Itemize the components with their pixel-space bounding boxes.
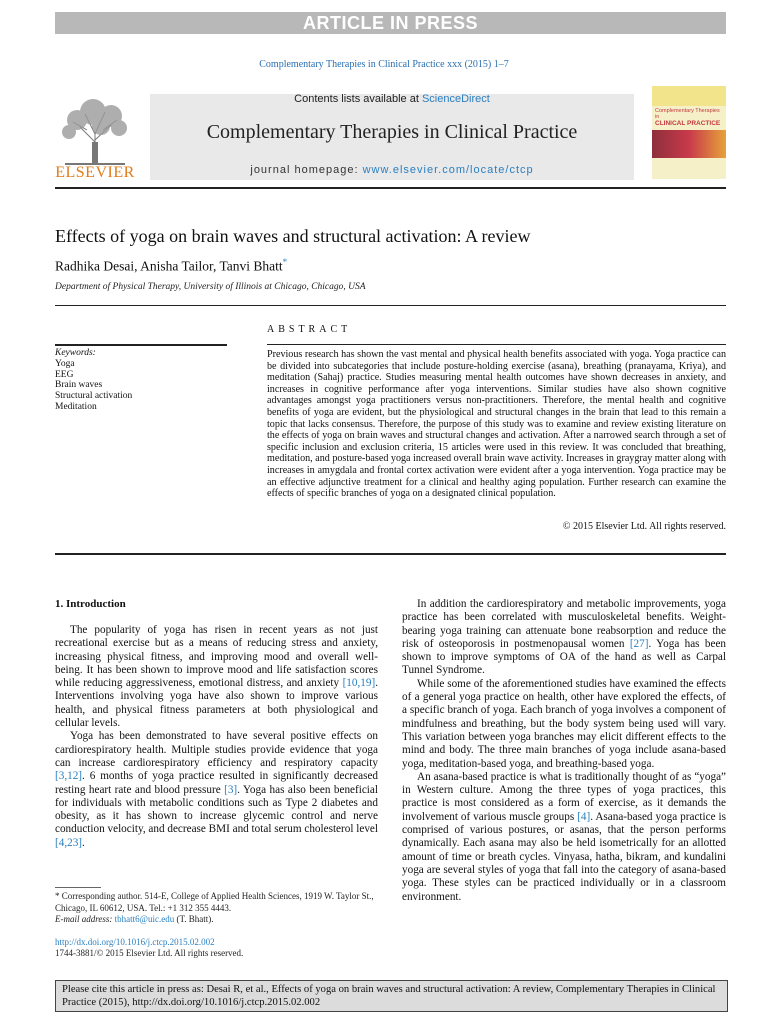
corresponding-author-mark[interactable]: *	[282, 257, 288, 267]
cover-title-big: CLINICAL PRACTICE	[655, 120, 721, 127]
abstract-heading: ABSTRACT	[267, 324, 352, 335]
paragraph: An asana-based practice is what is traditionally thought of as “yoga” in Western culture. Among the three types of yoga practices, this practice is most considered as a form of exercise, as it demands the involvement of various muscle groups [4]. Asana-based yoga practice is comprised of various postures, or asanas, that the person performs dynamically. Each asana may also be held isometrically for an allotted amount of time or breath cycles. Vinyasa, hatha, bikram, and kundalini yoga are several styles of yoga that fall into the category of asana-based yoga. These styles can be practiced individually or in a classroom environment.	[402, 770, 726, 903]
footnote-rule	[55, 887, 101, 888]
doi-link[interactable]: http://dx.doi.org/10.1016/j.ctcp.2015.02.002	[55, 937, 215, 947]
right-column	[402, 598, 726, 904]
citation-link[interactable]: [3,12]	[55, 770, 83, 783]
elsevier-wordmark[interactable]: ELSEVIER	[55, 164, 135, 181]
citation-link[interactable]: [4,23]	[55, 836, 83, 849]
paragraph: Yoga has been demonstrated to have several positive effects on cardiorespiratory health. Multiple studies provide evidence that yoga can increase cardiorespiratory efficiency and respiratory capacity [3,12]. 6 months of yoga practice resulted in significantly decreased resting heart rate and blood pressure [3]. Yoga has also been beneficial for individuals with metabolic conditions such as Type 2 diabetes and obesity, as it has shown to increase glycemic control and nerve conduction velocity, and decrease BMI and total serum cholesterol level [4,23].	[55, 730, 378, 849]
keywords-rule	[55, 344, 227, 346]
article-in-press-banner: ARTICLE IN PRESS	[55, 12, 726, 34]
citation-link[interactable]: [3]	[224, 783, 238, 796]
affiliation: Department of Physical Therapy, University of Illinois at Chicago, Chicago, USA	[55, 282, 366, 292]
keyword-item: EEG	[55, 370, 74, 380]
article-title: Effects of yoga on brain waves and structural activation: A review	[55, 226, 531, 246]
title-divider	[55, 305, 726, 306]
sciencedirect-link[interactable]: ScienceDirect	[421, 93, 490, 105]
abstract-copyright: © 2015 Elsevier Ltd. All rights reserved.	[562, 521, 726, 532]
email-link[interactable]: tbhatt6@uic.edu	[114, 914, 175, 924]
corresponding-author-footnote	[55, 891, 378, 926]
journal-cover-thumbnail[interactable]	[652, 86, 726, 179]
journal-homepage-link[interactable]: www.elsevier.com/locate/ctcp	[362, 164, 534, 176]
footnote-address: * Corresponding author. 514-E, College of Applied Health Sciences, 1919 W. Taylor St., Chicago, IL 60612, USA. Tel.: +1 312 355 4443.	[55, 891, 374, 913]
keyword-item: Meditation	[55, 402, 97, 412]
masthead-divider	[55, 187, 726, 189]
please-cite-box: Please cite this article in press as: Desai R, et al., Effects of yoga on brain waves and structural activation: A review, Complementary Therapies in Clinical Practice (2015), http://dx.doi.org/10.1016/j.ctcp.2015.02.002	[55, 980, 728, 1012]
author-list	[55, 257, 287, 275]
keyword-item: Brain waves	[55, 380, 103, 390]
keyword-item: Structural activation	[55, 391, 133, 401]
section-heading-introduction: 1. Introduction	[55, 598, 126, 610]
citation-link[interactable]: [4]	[577, 810, 591, 823]
citation-link[interactable]: [27]	[629, 637, 649, 650]
journal-name: Complementary Therapies in Clinical Practice	[206, 121, 578, 143]
paragraph: In addition the cardiorespiratory and metabolic improvements, yoga practice has been correlated with musculoskeletal benefits. Weight-bearing yoga training can attenuate bone reabsorption and reduce the risk of osteoporosis in postmenopausal women [27]. Yoga has been shown to improve symptoms of OA of the hand as well as Carpal Tunnel Syndrome.	[402, 598, 726, 677]
issn-line: 1744-3881/© 2015 Elsevier Ltd. All rights reserved.	[55, 948, 244, 958]
journal-citation-link[interactable]: Complementary Therapies in Clinical Practice xxx (2015) 1–7	[259, 59, 509, 70]
homepage-prefix: journal homepage:	[250, 164, 363, 176]
footnote-email-line: E-mail address: tbhatt6@uic.edu (T. Bhatt).	[55, 914, 214, 924]
left-column	[55, 624, 378, 850]
keyword-item: Yoga	[55, 359, 75, 369]
abstract-bottom-divider	[55, 553, 726, 555]
abstract-body: Previous research has shown the vast mental and physical health benefits associated with yoga. Yoga practice can be divided into subcategories that include posture-holding exercise (asana), breathing (pranayama, Kriya), and meditation (Sahaj) practice. Studies measuring mental health outcomes have shown decreases in anxiety, and increases in cognitive performance after yoga interventions. Similar studies have also shown cognitive advantages amongst yoga practitioners versus non-practitioners. Therefore, the mental health and cognitive benefits of yoga are evident, but the physiological and structural changes in the brain that lead to this remain a topic that lacks consensus. Therefore, the purpose of this study was to examine and review existing literature on the effects of yoga on brain waves and structural changes and activation. After a narrowed search through a set of specific inclusion and exclusion criteria, 15 articles were used in this review. It was concluded that breathing, meditation, and posture-based yoga increased overall brain wave activity. Increases in graygray matter along with increases in amygdala and frontal cortex activation were evident after a yoga intervention. Yoga practice may be an effective adjunctive treatment for a clinical and healthy aging population. Further research can examine the effects of specific branches of yoga on a designated clinical population.	[267, 349, 726, 500]
cover-top-band	[652, 86, 726, 106]
contents-prefix: Contents lists available at	[294, 93, 422, 105]
cover-title-small: Complementary Therapies in	[655, 108, 720, 120]
paragraph: The popularity of yoga has risen in recent years as not just recreational exercise but as a means of reducing stress and anxiety, increasing physical fitness, and improving mood and overall well-being. It has been shown to improve mood and life satisfaction scores while reducing aggressiveness, emotional distress, and anxiety [10,19]. Interventions involving yoga have also shown to improve various health, and physical fitness parameters at both physiological and cellular levels.	[55, 624, 378, 730]
keywords-heading: Keywords:	[55, 348, 96, 358]
authors-names: Radhika Desai, Anisha Tailor, Tanvi Bhatt	[55, 258, 283, 274]
abstract-rule	[267, 344, 726, 345]
paragraph: While some of the aforementioned studies have examined the effects of a general yoga practice on health, other have explored the effects, of a specific branch of yoga. Each branch of yoga involves a component of mindfulness and breathing, but the body system being used will vary. This variation between yoga branches may elicit different effects to the mind and body. The three main branches of yoga include asana-based yoga, meditation-based yoga, and breathing-based yoga.	[402, 677, 726, 770]
cover-image-band	[652, 130, 726, 158]
contents-line	[150, 93, 634, 105]
journal-homepage-line	[150, 164, 634, 176]
citation-link[interactable]: [10,19]	[342, 677, 376, 690]
